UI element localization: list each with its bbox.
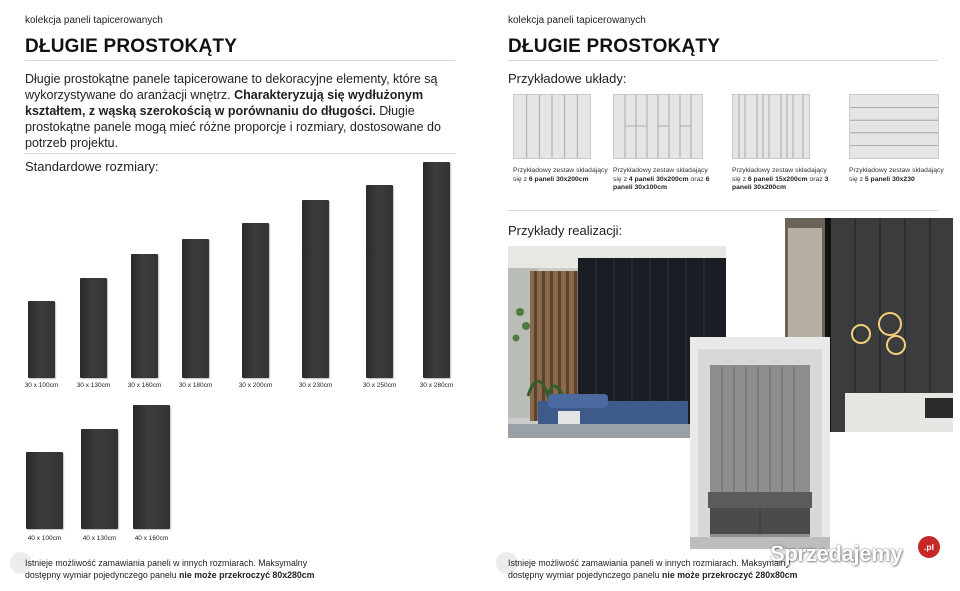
watermark-logo: Sprzedajemy	[770, 541, 903, 566]
layout-caption-bold: 6 paneli 30x200cm	[528, 175, 589, 183]
layout-caption-3	[732, 167, 832, 193]
size-30-panel-label: 30 x 180cm	[178, 382, 213, 389]
size-30-panel-200	[242, 223, 269, 378]
size-30-panel-label: 30 x 250cm	[362, 382, 397, 389]
size-40-panel-label: 40 x 160cm	[134, 535, 169, 542]
layout-caption-2	[613, 167, 713, 193]
title-divider	[25, 60, 455, 61]
layout-caption-text: Przykładowy zestaw składający się z	[613, 167, 708, 183]
size-40-panel-label: 40 x 130cm	[82, 535, 117, 542]
layout-6-panels-graphic	[514, 95, 590, 158]
size-40-panel-label: 40 x 100cm	[27, 535, 62, 542]
size-30-panel-label: 30 x 280cm	[419, 382, 454, 389]
intro-paragraph	[25, 71, 465, 151]
size-30-panel-130	[80, 278, 107, 378]
realizations-heading: Przykłady realizacji:	[508, 223, 623, 238]
layout-caption-bold: 5 paneli 30x230	[864, 175, 915, 183]
layout-diagram-3	[732, 94, 810, 159]
size-30-panel-label: 30 x 230cm	[298, 382, 333, 389]
layout-narrow-wide-graphic	[733, 95, 809, 158]
layouts-heading: Przykładowe układy:	[508, 71, 627, 86]
size-40-panel-100	[26, 452, 63, 529]
layout-caption-bold: 6 paneli 15x200cm	[747, 175, 808, 183]
collection-kicker: kolekcja paneli tapicerowanych	[25, 15, 163, 26]
title-divider	[508, 60, 938, 61]
page-title: DŁUGIE PROSTOKĄTY	[508, 36, 721, 57]
size-30-panel-250	[366, 185, 393, 378]
collection-kicker: kolekcja paneli tapicerowanych	[508, 15, 646, 26]
layout-caption-bold: 6 paneli 30x100cm	[613, 175, 710, 191]
layout-caption-bold: 4 paneli 30x200cm	[628, 175, 689, 183]
intro-bold-text: Charakteryzują się wydłużonym kształtem, z wąską szerokością w porównaniu do długości.	[25, 88, 424, 118]
custom-size-note	[508, 558, 808, 581]
size-30-panel-label: 30 x 100cm	[24, 382, 59, 389]
layout-caption-text: oraz	[807, 175, 825, 183]
custom-size-note	[25, 558, 325, 581]
layout-horizontal-graphic	[850, 95, 938, 158]
layout-caption-text: Przykładowy zestaw składający się z	[513, 167, 608, 183]
size-30-panel-label: 30 x 200cm	[238, 382, 273, 389]
size-40-panel-160	[133, 405, 170, 529]
right-page	[480, 0, 960, 591]
layouts-divider	[508, 210, 938, 211]
intro-text: Długie prostokątne panele tapicerowane to dekoracyjne elementy, które są wykorzystywane do aranżacji wnętrz.	[25, 72, 438, 102]
intro-divider	[25, 153, 455, 154]
layout-caption-bold: 3 paneli 30x200cm	[732, 175, 829, 191]
size-30-panel-230	[302, 200, 329, 378]
layout-caption-1	[513, 167, 613, 184]
custom-size-note-bold: nie może przekroczyć 80x280cm	[179, 569, 315, 580]
layout-diagram-1	[513, 94, 591, 159]
layout-diagram-4	[849, 94, 939, 159]
custom-size-note-text: Istnieje możliwość zamawiania paneli w innych rozmiarach. Maksymalny dostępny wymiar pojedynczego panelu	[25, 558, 308, 580]
hallway-image	[690, 337, 830, 549]
sizes-heading: Standardowe rozmiary:	[25, 159, 159, 174]
realization-photo-hallway	[690, 337, 830, 549]
layout-caption-text: Przykładowy zestaw składający się z	[732, 167, 827, 183]
size-30-panel-280	[423, 162, 450, 378]
intro-text-end: Długie prostokątne panele mogą mieć różne proporcje i rozmiary, dostosowane do potrzeb projektu.	[25, 104, 441, 150]
layout-caption-text: Przykładowy zestaw składający się z	[849, 167, 944, 183]
layout-mixed-panels-graphic	[614, 95, 702, 158]
size-30-panel-100	[28, 301, 55, 378]
custom-size-note-bold: nie może przekroczyć 280x80cm	[662, 569, 798, 580]
watermark-badge: .pl	[918, 536, 940, 558]
size-30-panel-label: 30 x 130cm	[76, 382, 111, 389]
size-30-panel-160	[131, 254, 158, 378]
page-title: DŁUGIE PROSTOKĄTY	[25, 36, 238, 57]
size-40-panel-130	[81, 429, 118, 529]
layout-caption-text: oraz	[688, 175, 706, 183]
layout-diagram-2	[613, 94, 703, 159]
size-30-panel-180	[182, 239, 209, 378]
layout-caption-4	[849, 167, 949, 184]
custom-size-note-text: Istnieje możliwość zamawiania paneli w innych rozmiarach. Maksymalny dostępny wymiar pojedynczego panelu	[508, 558, 791, 580]
size-30-panel-label: 30 x 160cm	[127, 382, 162, 389]
